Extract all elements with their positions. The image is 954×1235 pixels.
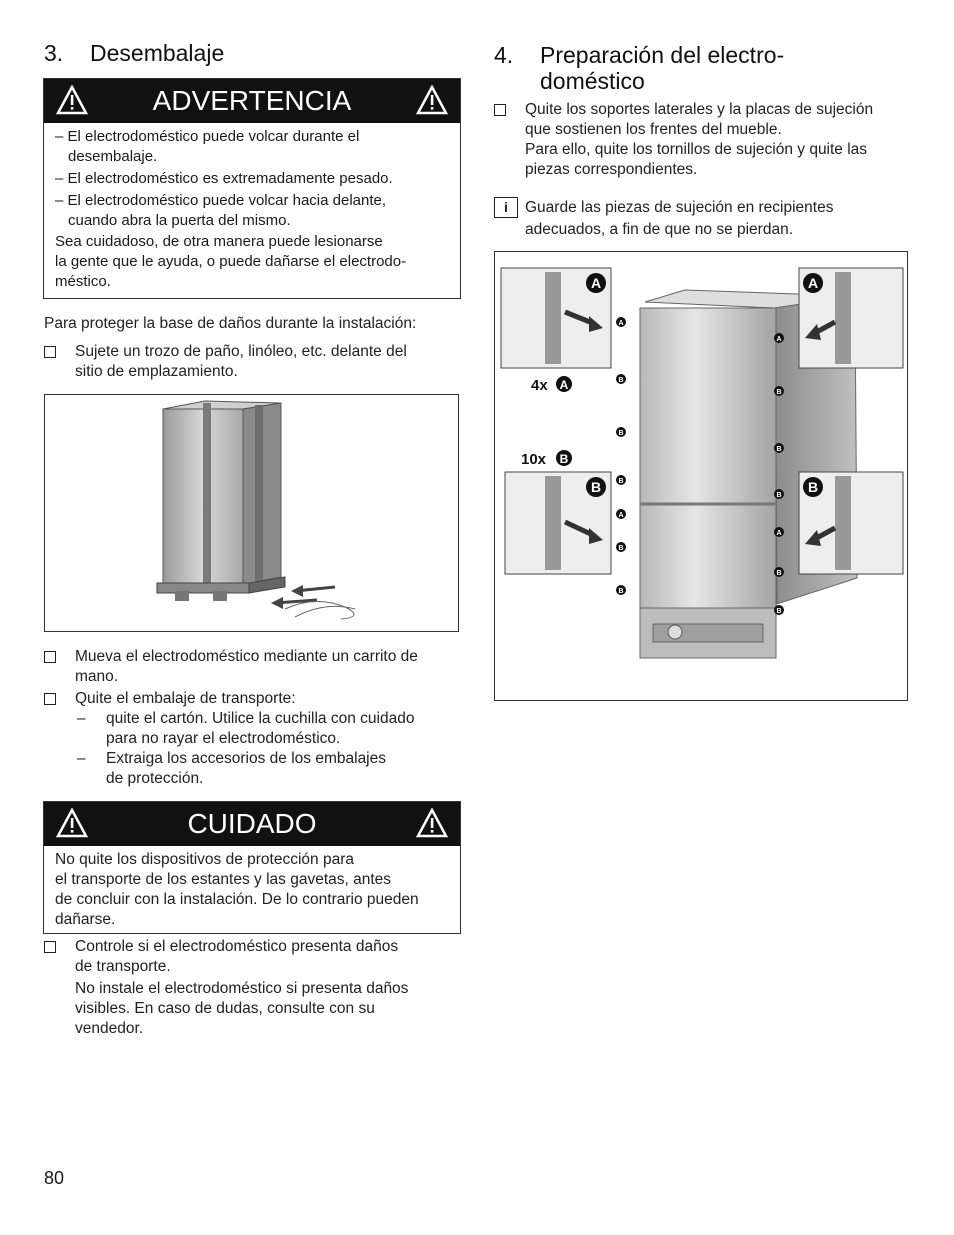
svg-text:B: B bbox=[590, 479, 602, 495]
checkbox-icon bbox=[44, 651, 56, 663]
marker-a: A bbox=[618, 320, 624, 327]
svg-text:A: A bbox=[559, 378, 569, 392]
caution-title: CUIDADO bbox=[187, 808, 317, 839]
svg-text:B: B bbox=[559, 452, 569, 466]
unpacking-illustration bbox=[44, 394, 459, 632]
step-move-appliance: Mueva el electrodoméstico mediante un carrito de mano. bbox=[44, 647, 454, 687]
marker-b: B bbox=[776, 446, 782, 453]
warning-triangle-icon bbox=[416, 85, 448, 115]
warning-title: ADVERTENCIA bbox=[152, 85, 352, 116]
count-b-label: 10x bbox=[521, 451, 547, 468]
caution-box bbox=[43, 801, 461, 934]
warning-text: – El electrodoméstico puede volcar durante el desembalaje. – El electrodoméstico es extremadamente pesado. – El electrodoméstico puede volcar hacia delante, cuando abra la puerta del mismo. Sea cuidadoso, de otra manera puede lesionarse la gente que le ayuda, o puede dañarse el electrodo- méstico. bbox=[55, 128, 407, 290]
marker-b: B bbox=[618, 545, 624, 552]
caution-header bbox=[44, 802, 460, 846]
svg-text:A: A bbox=[807, 275, 819, 291]
step-attach-cloth: Sujete un trozo de paño, linóleo, etc. delante del sitio de emplazamiento. bbox=[44, 342, 454, 382]
intro-text: Para proteger la base de daños durante la instalación: bbox=[44, 315, 417, 332]
marker-a: A bbox=[776, 530, 782, 537]
step-remove-brackets: Quite los soportes laterales y la placas de sujeción que sostienen los frentes del mueble. Para ello, quite los tornillos de sujeción y quite las piezas correspondientes. bbox=[494, 100, 906, 180]
marker-b: B bbox=[618, 478, 624, 485]
marker-a: A bbox=[618, 512, 624, 519]
checkbox-icon bbox=[44, 346, 56, 358]
section-4-heading: 4. Preparación del electro- doméstico bbox=[494, 42, 785, 94]
step-remove-packaging: Quite el embalaje de transporte: – quite el cartón. Utilice la cuchilla con cuidado para no rayar el electrodoméstico. – Extraiga los accesorios de los embalajes de protección. bbox=[44, 689, 454, 789]
detail-inset-a-right bbox=[799, 268, 903, 368]
marker-b: B bbox=[776, 608, 782, 615]
fridge-bracket-illustration bbox=[494, 251, 908, 701]
info-icon: i bbox=[494, 197, 518, 218]
svg-text:A: A bbox=[590, 275, 602, 291]
warning-box bbox=[43, 78, 461, 299]
checkbox-icon bbox=[44, 941, 56, 953]
count-a-label: 4x bbox=[531, 377, 548, 394]
info-note: i Guarde las piezas de sujeción en recipientes adecuados, a fin de que no se pierdan. bbox=[494, 197, 906, 241]
svg-text:B: B bbox=[807, 479, 819, 495]
marker-b: B bbox=[618, 430, 624, 437]
marker-b: B bbox=[776, 389, 782, 396]
warning-triangle-icon bbox=[416, 808, 448, 838]
detail-inset-b-right bbox=[799, 472, 903, 574]
step-check-damage: Controle si el electrodoméstico presenta daños de transporte. No instale el electrodoméstico si presenta daños visibles. En caso de dudas, consulte con su vendedor. bbox=[44, 937, 454, 1039]
marker-b: B bbox=[618, 377, 624, 384]
warning-header bbox=[44, 79, 460, 123]
section-3-heading: 3. Desembalaje bbox=[44, 40, 225, 66]
page-number: 80 bbox=[44, 1168, 65, 1188]
marker-b: B bbox=[618, 588, 624, 595]
detail-inset-b-left bbox=[505, 472, 611, 574]
checkbox-icon bbox=[494, 104, 506, 116]
marker-a: A bbox=[776, 336, 782, 343]
marker-b: B bbox=[776, 570, 782, 577]
checkbox-icon bbox=[44, 693, 56, 705]
detail-inset-a-left bbox=[501, 268, 611, 368]
marker-b: B bbox=[776, 492, 782, 499]
caution-text: No quite los dispositivos de protección para el transporte de los estantes y las gavetas, antes de concluir con la instalación. De lo contrario pueden dañarse. bbox=[55, 851, 419, 928]
